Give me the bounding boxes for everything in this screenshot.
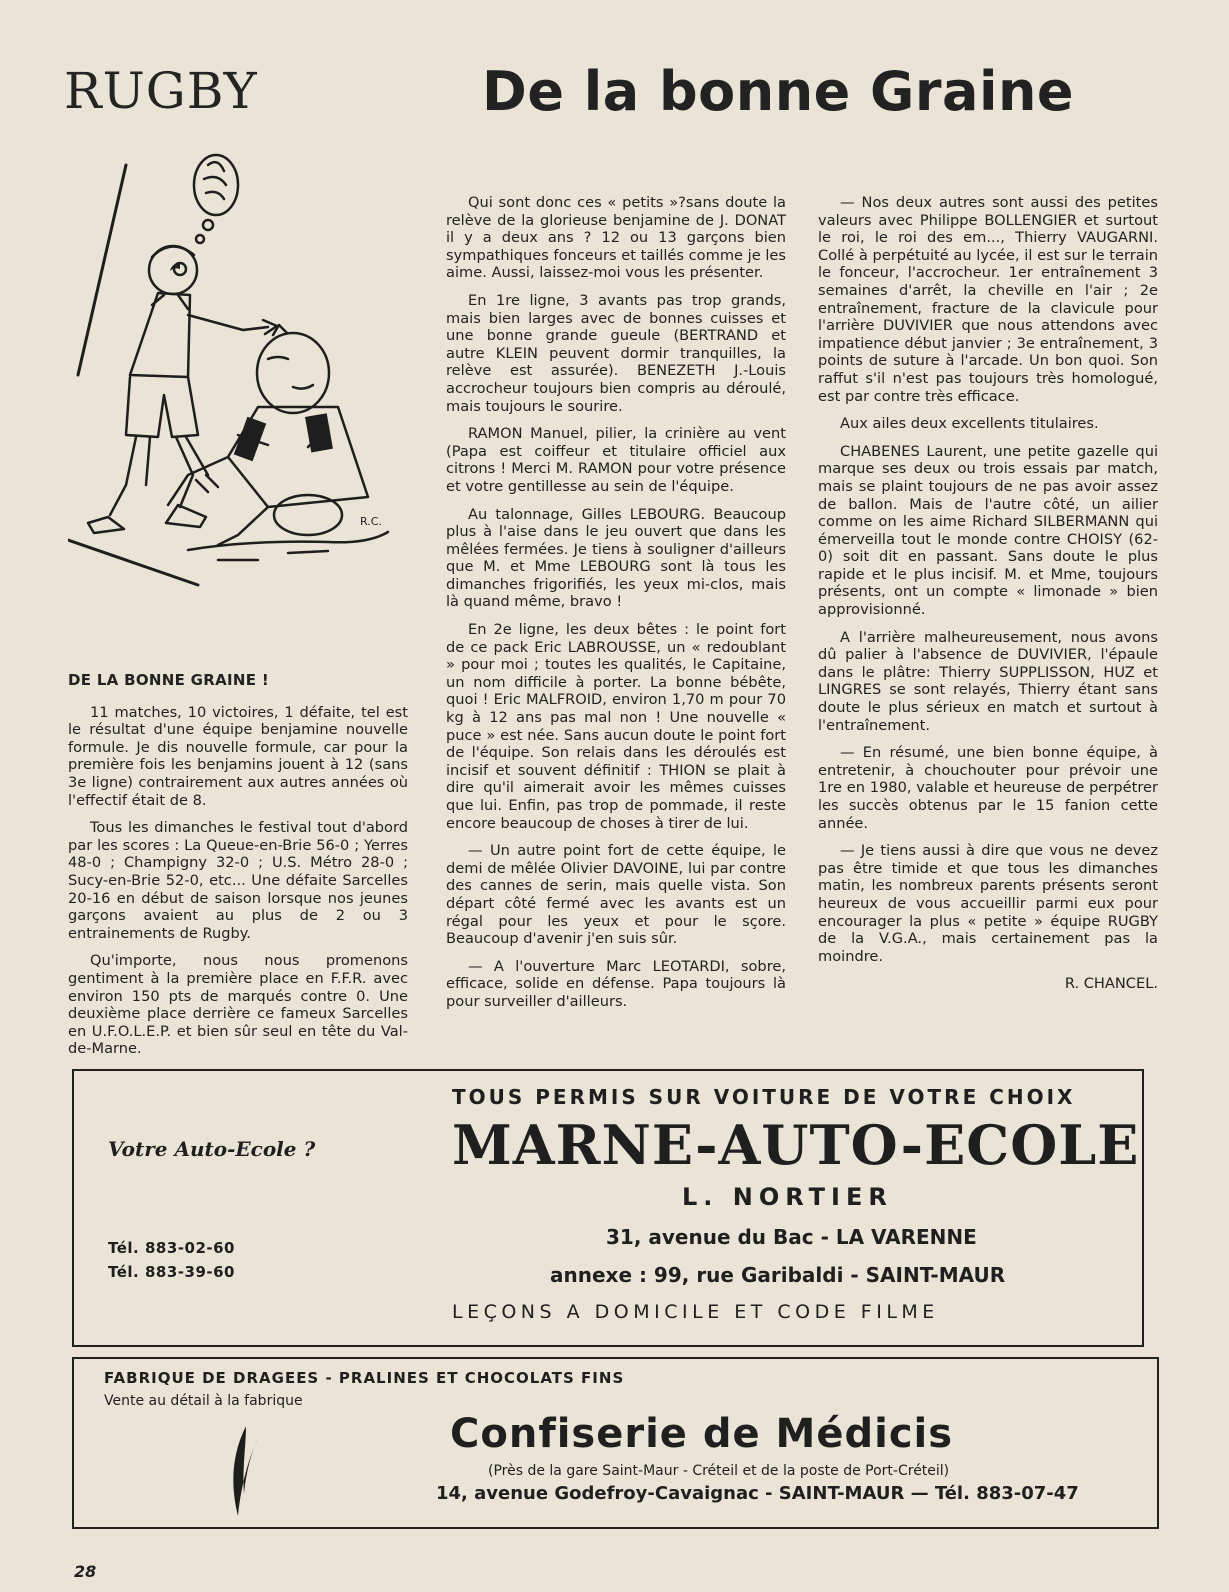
ad-products: FABRIQUE DE DRAGEES - PRALINES ET CHOCOLATS FINS <box>104 1369 625 1387</box>
ad-retail-note: Vente au détail à la fabrique <box>104 1393 303 1409</box>
ad-annexe-address: annexe : 99, rue Garibaldi - SAINT-MAUR <box>550 1263 1006 1287</box>
paragraph: — Je tiens aussi à dire que vous ne devez pas être timide et que tous les dimanches matin, les nombreux parents présents seront heureux de vous accueillir parmi eux pour encourager la plus « petite » équipe RUGBY de la V.G.A., mais certainement pas la moindre. <box>818 842 1158 965</box>
paragraph: CHABENES Laurent, une petite gazelle qui marque ses deux ou trois essais par match, mais se plaint toujours de ne pas avoir assez de ballon. Mais de l'autre côté, un ailier comme on les aime Richard SILBERMANN qui émerveilla tout le monde contre CHOISY (62-0) soit dit en passant. Sans doute le plus rapide et le plus incisif. M. et Mme, toujours présents, ont un compte « limonade » bien approvisionné. <box>818 442 1158 619</box>
ad-address: 31, avenue du Bac - LA VARENNE <box>606 1225 977 1249</box>
ad-title: MARNE-AUTO-ECOLE <box>452 1113 1140 1177</box>
page-number: 28 <box>74 1562 97 1581</box>
paragraph: 11 matches, 10 victoires, 1 défaite, tel est le résultat d'une équipe benjamine nouvelle formule. Je dis nouvelle formule, car pour la première fois les benjamins jouent à 12 (sans 3e ligne) contrairement aux autres années où l'effectif était de 8. <box>68 703 408 809</box>
article-headline: De la bonne Graine <box>482 60 1075 123</box>
paragraph: Aux ailes deux excellents titulaires. <box>840 415 1099 433</box>
paragraph: Tous les dimanches le festival tout d'abord par les scores : La Queue-en-Brie 56-0 ; Yerres 48-0 ; Champigny 32-0 ; U.S. Métro 28-0 ; Sucy-en-Brie 52-0, etc... Une défaite Sarcelles 20-16 en début de saison lorsque nos jeunes garçons avaient au plus de 2 ou 3 entrainements de Rugby. <box>68 819 408 942</box>
auto-ecole-advert <box>72 1069 1144 1347</box>
paragraph: — Nos deux autres sont aussi des petites valeurs avec Philippe BOLLENGIER et surtout le roi, le roi des em..., Thierry VAUGARNI. Collé à perpétuité au lycée, il est sur le terrain le fonceur, l'accrocheur. 1er entraînement 3 semaines d'arrêt, la cheville en l'air ; 2e entraînement, fracture de la clavicule pour l'arrière DUVIVIER que nous attendons avec impatience début janvier ; 3e entraînement, 3 points de suture à l'arcade. Un bon quoi. Son raffut s'il n'est pas toujours très homologué, est par contre très efficace. <box>818 194 1158 405</box>
ad-confiserie-address: 14, avenue Godefroy-Cavaignac - SAINT-MAUR — Tél. 883-07-47 <box>436 1483 1079 1504</box>
article-column-left <box>68 672 408 1068</box>
rugby-cartoon-illustration <box>68 145 408 595</box>
article-column-middle <box>446 194 786 1021</box>
paragraph: RAMON Manuel, pilier, la crinière au vent (Papa est coiffeur et titulaire officiel aux citrons ! Merci M. RAMON pour votre présence et votre gentillesse au sein de l'équipe. <box>446 425 786 495</box>
confiserie-advert <box>72 1357 1159 1529</box>
ad-location-note: (Près de la gare Saint-Maur - Créteil et de la poste de Port-Créteil) <box>488 1463 950 1479</box>
paragraph: Au talonnage, Gilles LEBOURG. Beaucoup plus à l'aise dans le jeu ouvert que dans les mêlées fermées. Je tiens à souligner d'ailleurs que M. et Mme LEBOURG sont là tous les dimanches frigorifiés, les yeux mi-clos, mais là quand même, bravo ! <box>446 505 786 611</box>
article-column-right <box>818 194 1158 993</box>
paragraph: Qu'importe, nous nous promenons gentiment à la première place en F.F.R. avec environ 150 pts de marqués contre 0. Une deuxième place derrière ce fameux Sarcelles en U.F.O.L.E.P. et bien sûr seul en tête du Val-de-Marne. <box>68 952 408 1058</box>
article-subhead: DE LA BONNE GRAINE ! <box>68 671 269 689</box>
paragraph: Qui sont donc ces « petits »?sans doute la relève de la glorieuse benjamine de J. DONAT il y a deux ans ? 12 ou 13 garçons bien sympathiques fonceurs et taillés comme je les aime. Aussi, laissez-moi vous les présenter. <box>446 194 786 282</box>
ad-tagline: TOUS PERMIS SUR VOITURE DE VOTRE CHOIX <box>452 1085 1076 1109</box>
section-label: RUGBY <box>64 62 258 120</box>
paragraph: — En résumé, une bien bonne équipe, à entretenir, à chouchouter pour prévoir une 1re en 1980, valable et heureuse de perpétrer les succès obtenus par le 15 fanion cette année. <box>818 744 1158 832</box>
feather-icon <box>224 1424 264 1519</box>
ad-owner-name: L. NORTIER <box>682 1183 893 1211</box>
article-author: R. CHANCEL. <box>1064 975 1158 993</box>
ad-footer-line: LEÇONS A DOMICILE ET CODE FILME <box>452 1301 939 1323</box>
paragraph: — Un autre point fort de cette équipe, le demi de mêlée Olivier DAVOINE, lui par contre des cannes de serin, mais quelle vista. Son départ côté fermé avec les avants est un régal pour les yeux et pour le sçore. Beaucoup d'avenir j'en suis sûr. <box>446 842 786 948</box>
ad-question: Votre Auto-Ecole ? <box>108 1137 316 1161</box>
paragraph: En 2e ligne, les deux bêtes : le point fort de ce pack Eric LABROUSSE, un « redoublant » pour moi ; toutes les qualités, le Capitaine, un nom difficile à porter. La bonne bébête, quoi ! Eric MALFROID, environ 1,70 m pour 70 kg à 12 ans pas mal non ! Une nouvelle « puce » est née. Sans aucun doute le point fort de l'équipe. Son relais dans les déroulés est incisif et souvent définitif : THION se plait à dire qu'il aimerait avoir les mêmes cuisses que lui. Enfin, pas trop de pommade, il reste encore beaucoup de choses à tirer de lui. <box>446 621 786 832</box>
ad-confiserie-title: Confiserie de Médicis <box>450 1411 954 1457</box>
paragraph: A l'arrière malheureusement, nous avons dû palier à l'absence de DUVIVIER, l'épaule dans le plâtre: Thierry SUPPLISSON, HUZ et LINGRES se sont relayés, Thierry étant sans doute le plus sérieux en match et surtout à l'entraînement. <box>818 628 1158 734</box>
ad-phone-1: Tél. 883-02-60 <box>108 1239 235 1257</box>
ad-phone-2: Tél. 883-39-60 <box>108 1263 235 1281</box>
paragraph: — A l'ouverture Marc LEOTARDI, sobre, efficace, solide en défense. Papa toujours là pour surveiller d'ailleurs. <box>446 957 786 1010</box>
illustration-signature: R.C. <box>360 515 382 528</box>
paragraph: En 1re ligne, 3 avants pas trop grands, mais bien larges avec de bonnes cuisses et une bonne grande gueule (BERTRAND et autre KLEIN peuvent dormir tranquilles, la relève est assurée). BENEZETH J.-Louis accrocheur toujours bien compris au déroulé, mais toujours le sourire. <box>446 291 786 415</box>
